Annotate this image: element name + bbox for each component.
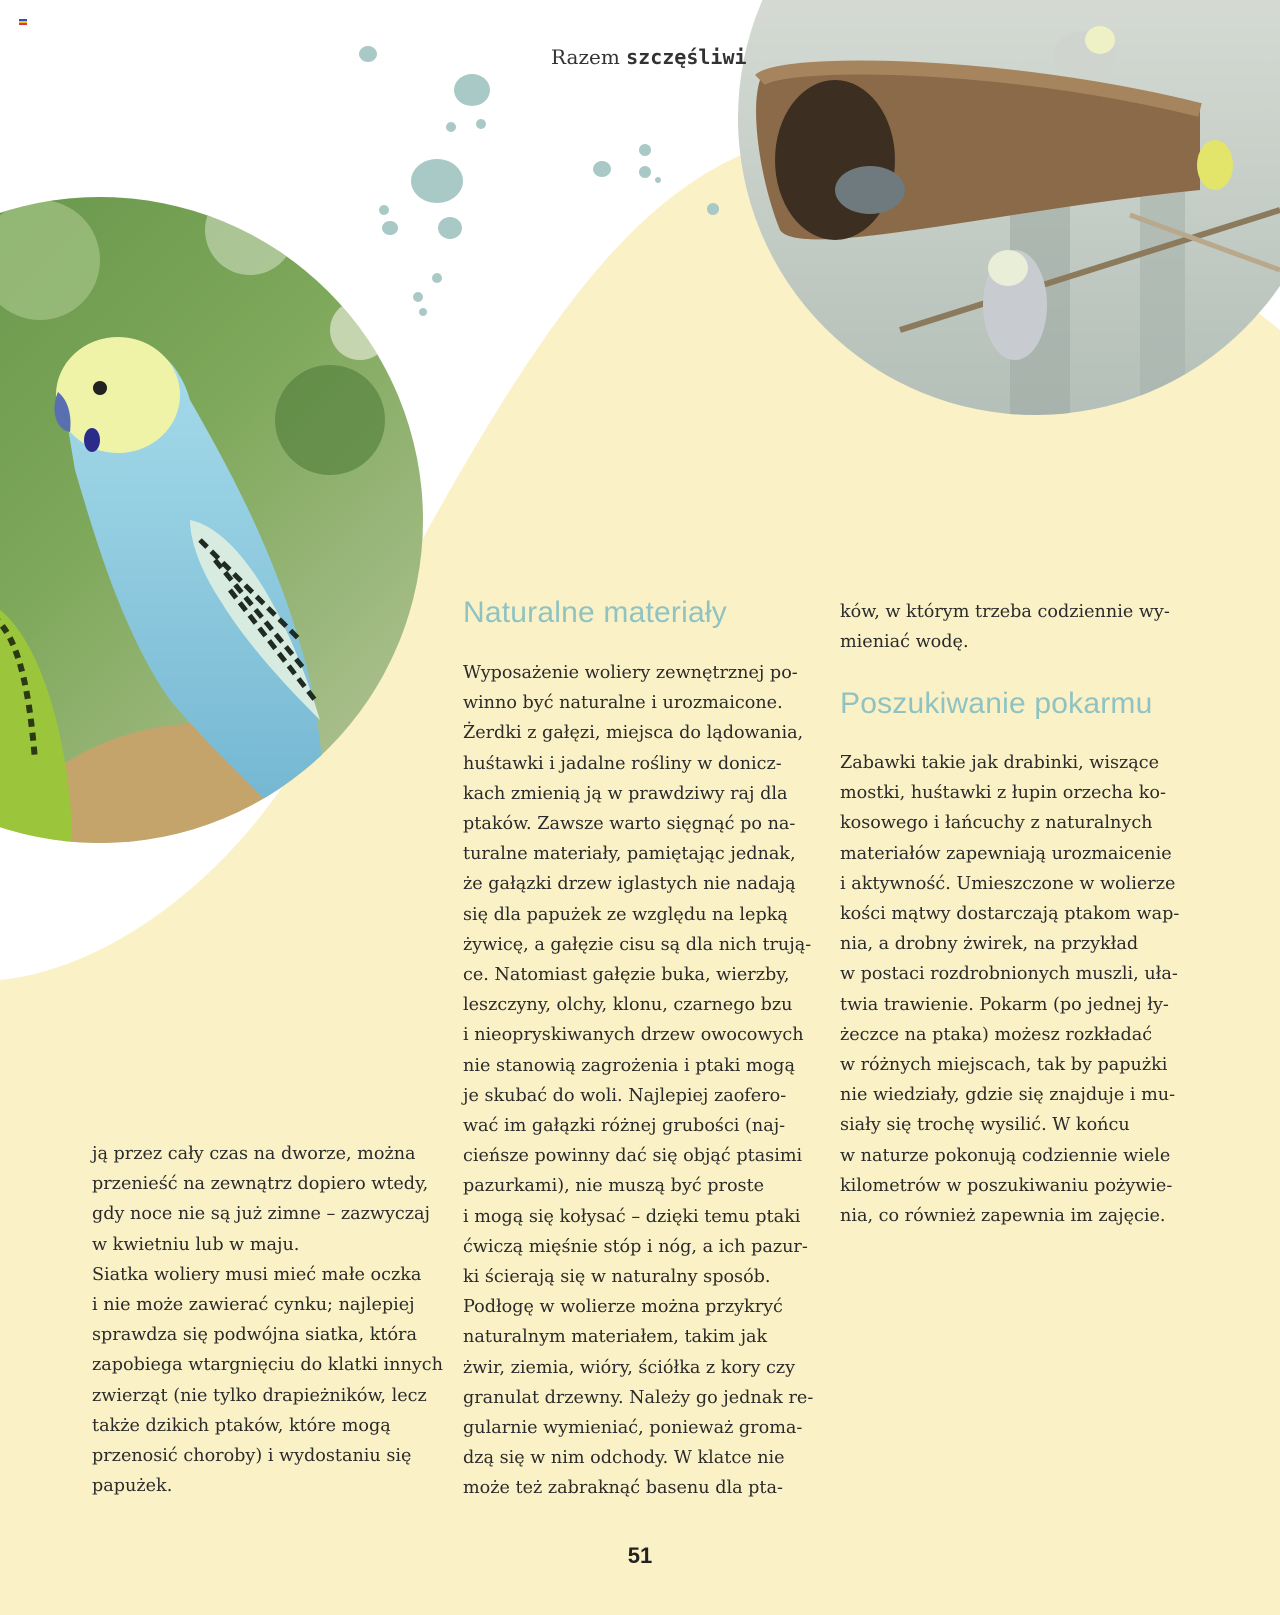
- corner-color-mark: [19, 19, 27, 25]
- page-number: 51: [627, 1543, 653, 1568]
- paragraph: ją przez cały czas na dworze, można przenieść na zewnątrz dopiero wtedy, gdy noce nie są już zimne – zazwyczaj w kwietniu lub w maju.: [92, 1144, 430, 1255]
- section-heading-foraging: Poszukiwanie pokarmu: [840, 687, 1153, 720]
- paragraph: Siatka woliery musi mieć małe oczka i nie może zawierać cynku; najlepiej sprawdza się podwójna siatka, która zapobiega wtargnięciu do klatki innych zwierząt (nie tylko drapieżników, lecz także dzikich ptaków, które mogą przenosić choroby) i wydostaniu się papużek.: [92, 1264, 443, 1497]
- paragraph: ków, w którym trzeba codziennie wy- mieniać wodę.: [840, 602, 1170, 653]
- column-right-continuation: [840, 597, 1200, 657]
- header-light: Razem: [551, 45, 620, 69]
- column-right: [840, 748, 1200, 1231]
- paragraph: Zabawki takie jak drabinki, wiszące mostki, huśtawki z łupin orzecha ko- kosowego i łańcuchy z naturalnych materiałów zapewniają urozmaicenie i aktywność. Umieszczone w wolierze kości mątwy dostarczają ptakom wap- nia, a drobny żwirek, na przykład w postaci rozdrobnionych muszli, uła- twia trawienie. Pokarm (po jednej ły- żeczce na ptaka) możesz rozkładać w różnych miejscach, tak by papużki nie wiedziały, gdzie się znajduje i mu- siały się trochę wysilić. W końcu w naturze pokonują codziennie wiele kilometrów w poszukiwaniu pożywie- nia, co również zapewnia im zajęcie.: [840, 753, 1180, 1227]
- running-header: [551, 45, 747, 69]
- column-middle: [463, 658, 823, 1504]
- column-left: [92, 1139, 452, 1501]
- header-bold: szczęśliwi: [626, 45, 747, 69]
- paragraph: Wyposażenie woliery zewnętrznej po- winno być naturalne i urozmaicone. Żerdki z gałęzi, miejsca do lądowania, huśtawki i jadalne rośliny w donicz- kach zmienią ją w prawdziwy raj dla ptaków. Zawsze warto sięgnąć po na- turalne materiały, pamiętając jednak, że gałązki drzew iglastych nie nadają się dla papużek ze względu na lepką żywicę, a gałęzie cisu są dla nich trują- ce. Natomiast gałęzie buka, wierzby, leszczyny, olchy, klonu, czarnego bzu i nieopryskiwanych drzew owocowych nie stanowią zagrożenia i ptaki mogą je skubać do woli. Najlepiej zaofero- wać im gałązki różnej grubości (naj- cieńsze powinny dać się objąć ptasimi pazurkami), nie muszą być proste i mogą się kołysać – dzięki temu ptaki ćwiczą mięśnie stóp i nóg, a ich pazur- ki ścierają się w naturalny sposób. Podłogę w wolierze można przykryć naturalnym materiałem, takim jak żwir, ziemia, wióry, ściółka z kory czy granulat drzewny. Należy go jednak re- gularnie wymieniać, ponieważ groma- dzą się w nim odchody. W klatce nie może też zabraknąć basenu dla pta-: [463, 663, 814, 1499]
- section-heading-natural-materials: Naturalne materiały: [463, 596, 727, 629]
